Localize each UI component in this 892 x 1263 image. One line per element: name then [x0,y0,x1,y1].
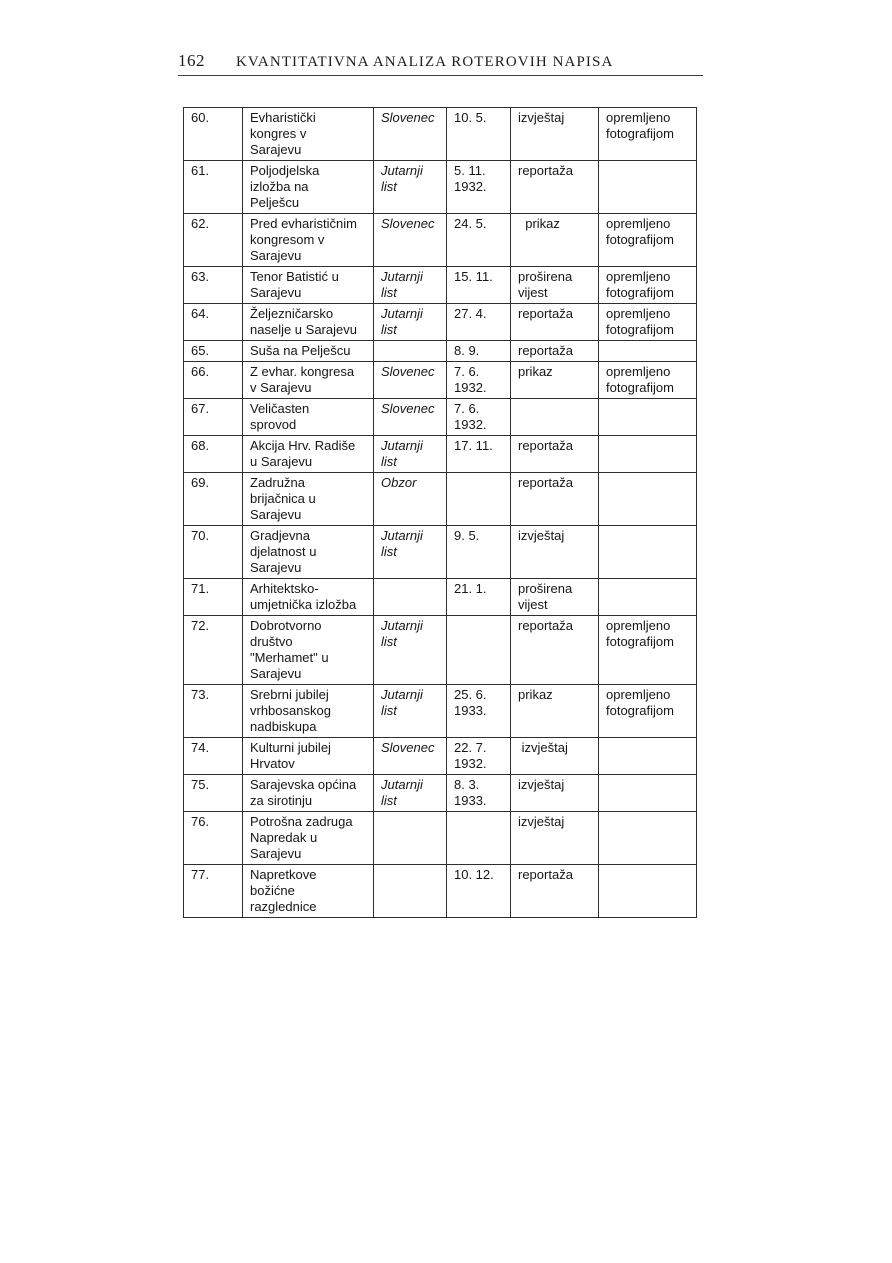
cell-genre: reportaža [511,341,599,362]
cell-title: Sarajevska općina za sirotinju [243,775,374,812]
cell-date: 7. 6. 1932. [447,362,511,399]
cell-date: 8. 3. 1933. [447,775,511,812]
cell-number: 71. [184,579,243,616]
table-body [184,108,697,918]
cell-note [599,579,697,616]
running-header [178,51,703,76]
cell-genre: prikaz [511,362,599,399]
cell-note [599,775,697,812]
cell-number: 63. [184,267,243,304]
cell-note: opremljeno fotografijom [599,267,697,304]
cell-publication: Slovenec [374,214,447,267]
cell-publication: Jutarnji list [374,161,447,214]
cell-publication: Slovenec [374,108,447,161]
cell-publication [374,579,447,616]
cell-note [599,812,697,865]
cell-date: 5. 11. 1932. [447,161,511,214]
cell-publication: Jutarnji list [374,775,447,812]
cell-date: 7. 6. 1932. [447,399,511,436]
cell-number: 68. [184,436,243,473]
articles-table [183,107,697,918]
cell-note [599,473,697,526]
cell-title: Arhitektsko-umjetnička izložba [243,579,374,616]
cell-number: 74. [184,738,243,775]
table-row [184,865,697,918]
cell-publication [374,865,447,918]
table-row [184,685,697,738]
table-row [184,341,697,362]
cell-number: 62. [184,214,243,267]
cell-note: opremljeno fotografijom [599,214,697,267]
table-row [184,616,697,685]
cell-publication: Slovenec [374,399,447,436]
table-row [184,161,697,214]
cell-title: Evharistički kongres v Sarajevu [243,108,374,161]
cell-note: opremljeno fotografijom [599,108,697,161]
cell-genre: prikaz [511,685,599,738]
cell-number: 60. [184,108,243,161]
cell-title: Veličasten sprovod [243,399,374,436]
cell-title: Gradjevna djelatnost u Sarajevu [243,526,374,579]
cell-publication: Jutarnji list [374,436,447,473]
cell-note [599,161,697,214]
table-row [184,304,697,341]
cell-title: Željezničarsko naselje u Sarajevu [243,304,374,341]
cell-title: Potrošna zadruga Napredak u Sarajevu [243,812,374,865]
table-row [184,775,697,812]
cell-number: 69. [184,473,243,526]
cell-genre: reportaža [511,865,599,918]
cell-title: Tenor Batistić u Sarajevu [243,267,374,304]
table-row [184,812,697,865]
page-number: 162 [178,51,205,70]
cell-genre: reportaža [511,473,599,526]
cell-date [447,473,511,526]
cell-note: opremljeno fotografijom [599,616,697,685]
table-row [184,214,697,267]
cell-title: Zadružna brijačnica u Sarajevu [243,473,374,526]
table-row [184,108,697,161]
table-row [184,267,697,304]
cell-date: 10. 12. [447,865,511,918]
cell-number: 66. [184,362,243,399]
cell-date: 8. 9. [447,341,511,362]
cell-genre: proširena vijest [511,579,599,616]
table-row [184,362,697,399]
cell-title: Suša na Pelješcu [243,341,374,362]
cell-title: Z evhar. kongresa v Sarajevu [243,362,374,399]
cell-note [599,738,697,775]
cell-note [599,341,697,362]
table-row [184,399,697,436]
cell-note [599,436,697,473]
cell-title: Pred evharističnim kongresom v Sarajevu [243,214,374,267]
cell-note [599,526,697,579]
cell-title: Napretkove božićne razglednice [243,865,374,918]
cell-genre: prikaz [511,214,599,267]
cell-genre: izvještaj [511,108,599,161]
cell-note [599,399,697,436]
cell-number: 77. [184,865,243,918]
cell-genre: reportaža [511,304,599,341]
cell-publication [374,812,447,865]
cell-number: 65. [184,341,243,362]
running-title: KVANTITATIVNA ANALIZA ROTEROVIH NAPISA [236,54,614,70]
table-row [184,526,697,579]
cell-date: 27. 4. [447,304,511,341]
cell-number: 61. [184,161,243,214]
cell-title: Srebrni jubilej vrhbosanskog nadbiskupa [243,685,374,738]
table-row [184,738,697,775]
cell-date: 15. 11. [447,267,511,304]
cell-publication: Obzor [374,473,447,526]
cell-publication: Jutarnji list [374,526,447,579]
cell-genre: reportaža [511,616,599,685]
cell-genre [511,399,599,436]
cell-publication: Jutarnji list [374,304,447,341]
table-row [184,436,697,473]
cell-date: 25. 6. 1933. [447,685,511,738]
cell-number: 67. [184,399,243,436]
cell-note: opremljeno fotografijom [599,685,697,738]
cell-date [447,812,511,865]
cell-note: opremljeno fotografijom [599,304,697,341]
cell-number: 70. [184,526,243,579]
cell-date: 17. 11. [447,436,511,473]
cell-date: 21. 1. [447,579,511,616]
cell-genre: izvještaj [511,738,599,775]
cell-publication: Jutarnji list [374,616,447,685]
cell-publication: Jutarnji list [374,685,447,738]
cell-genre: reportaža [511,161,599,214]
cell-number: 72. [184,616,243,685]
cell-number: 75. [184,775,243,812]
cell-date: 10. 5. [447,108,511,161]
cell-genre: proširena vijest [511,267,599,304]
cell-title: Akcija Hrv. Radiše u Sarajevu [243,436,374,473]
cell-publication: Jutarnji list [374,267,447,304]
cell-note [599,865,697,918]
cell-publication [374,341,447,362]
cell-number: 73. [184,685,243,738]
table-row [184,579,697,616]
cell-date: 9. 5. [447,526,511,579]
cell-number: 76. [184,812,243,865]
cell-genre: izvještaj [511,775,599,812]
cell-note: opremljeno fotografijom [599,362,697,399]
cell-genre: izvještaj [511,812,599,865]
cell-title: Kulturni jubilej Hrvatov [243,738,374,775]
cell-genre: reportaža [511,436,599,473]
cell-title: Dobrotvorno društvo "Merhamet" u Sarajevu [243,616,374,685]
cell-date: 24. 5. [447,214,511,267]
cell-publication: Slovenec [374,362,447,399]
cell-date: 22. 7. 1932. [447,738,511,775]
cell-title: Poljodjelska izložba na Pelješcu [243,161,374,214]
table-row [184,473,697,526]
cell-number: 64. [184,304,243,341]
cell-date [447,616,511,685]
cell-genre: izvještaj [511,526,599,579]
cell-publication: Slovenec [374,738,447,775]
